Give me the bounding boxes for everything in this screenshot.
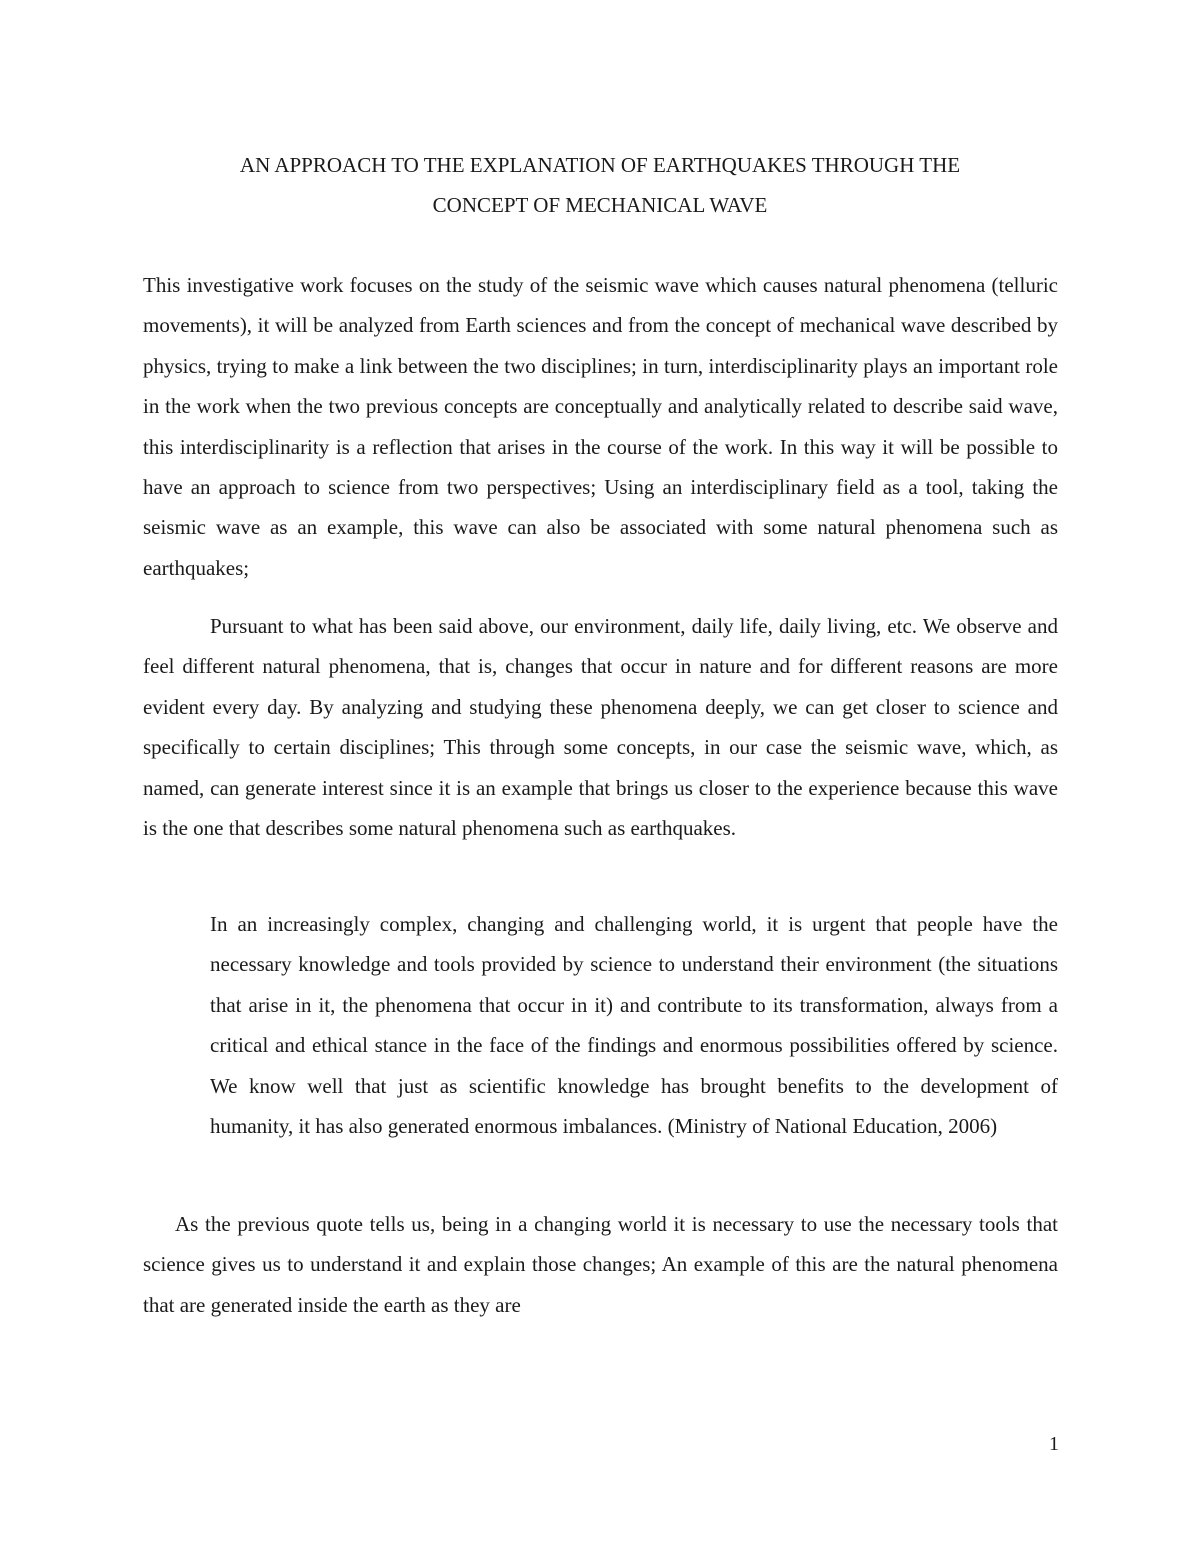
block-quote: In an increasingly complex, changing and challenging world, it is urgent that people have the necessary knowledge and tools provided by science to understand their environment (the situations that arise in it, the phenomena that occur in it) and contribute to its transformation, always from a critical and ethical stance in the face of the findings and enormous possibilities offered by science. We know well that just as scientific knowledge has brought benefits to the development of humanity, it has also generated enormous imbalances. (Ministry of National Education, 2006) — [210, 912, 1058, 1139]
paragraph-pursuant: Pursuant to what has been said above, our environment, daily life, daily living, etc. We observe and feel different natural phenomena, that is, changes that occur in nature and for different reasons are more evident every day. By analyzing and studying these phenomena deeply, we can get closer to science and specifically to certain disciplines; This through some concepts, in our case the seismic wave, which, as named, can generate interest since it is an example that brings us closer to the experience because this wave is the one that describes some natural phenomena such as earthquakes. — [143, 614, 1058, 841]
page-number: 1 — [1049, 1433, 1059, 1455]
paragraph-quote-commentary: As the previous quote tells us, being in a changing world it is necessary to use the necessary tools that science gives us to understand it and explain those changes; An example of this are the natural phenomena that are generated inside the earth as they are — [143, 1212, 1058, 1317]
document-title — [0, 145, 1200, 225]
title-line-2: CONCEPT OF MECHANICAL WAVE — [432, 193, 768, 217]
title-line-1: AN APPROACH TO THE EXPLANATION OF EARTHQUAKES THROUGH THE — [239, 153, 961, 177]
paragraph-intro: This investigative work focuses on the study of the seismic wave which causes natural phenomena (telluric movements), it will be analyzed from Earth sciences and from the concept of mechanical wave described by physics, trying to make a link between the two disciplines; in turn, interdisciplinarity plays an important role in the work when the two previous concepts are conceptually and analytically related to describe said wave, this interdisciplinarity is a reflection that arises in the course of the work. In this way it will be possible to have an approach to science from two perspectives; Using an interdisciplinary field as a tool, taking the seismic wave as an example, this wave can also be associated with some natural phenomena such as earthquakes; — [143, 273, 1058, 580]
